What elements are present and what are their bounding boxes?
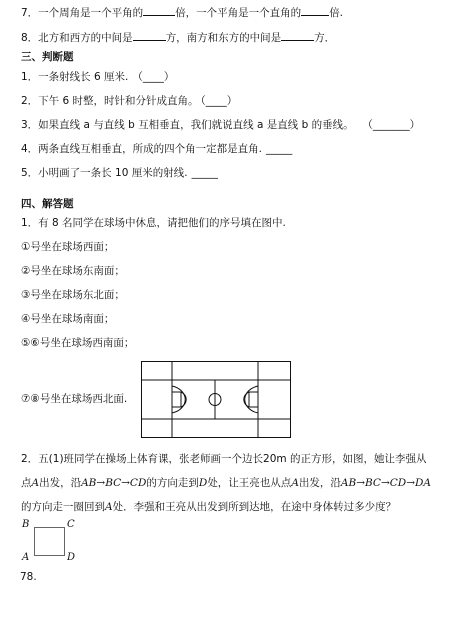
square-shape [34,527,65,556]
left-3pt-arc [172,386,185,413]
judge-item: 2．下午 6 时整，时针和分针成直角。 （____） [21,95,238,107]
question-2-line-2: 点A出发，沿AB→BC→CD的方向走到D处，让王亮也从点A出发，沿AB→BC→CD→DA [21,477,431,489]
answer-blank[interactable]: _____ [191,167,218,179]
question-7: 7．一个周角是一个平角的 倍，一个平角是一个直角的 倍. [21,4,343,20]
answer-blank[interactable]: _____ [266,143,293,155]
answer-blank[interactable] [143,4,175,16]
position-item: ⑦⑧号坐在球场西北面. [21,393,128,405]
section-heading-answer: 四、解答题 [21,198,74,210]
answer-blank[interactable] [301,4,329,16]
judge-item: 4．两条直线互相垂直，所成的四个角一定都是直角. _____ [21,143,293,155]
vertex-label-d: D [67,552,76,563]
question-1-text: 1．有 8 名同学在球场中休息，请把他们的序号填在图中. [21,217,286,229]
question-8: 8．北方和西方的中间是 方，南方和东方的中间是 方． [21,29,335,45]
right-3pt-arc [245,386,258,413]
answer-blank[interactable] [281,29,314,41]
left-key [172,392,181,407]
vertex-label-a: A [22,552,30,563]
judge-item: 5．小明画了一条长 10 厘米的射线. _____ [21,167,218,179]
position-item: ④号坐在球场南面； [21,313,115,325]
question-2-line-3: 的方向走一圈回到A处．李强和王亮从出发到所到达地，在途中身体转过多少度？ [21,501,397,513]
square-figure [20,519,80,565]
vertex-label-c: C [67,519,75,530]
court-outer-frame [142,362,291,438]
position-item: ②号坐在球场东南面； [21,265,125,277]
court-diagram [141,361,291,438]
right-key [249,392,258,407]
answer-blank[interactable]: （____） [132,71,175,83]
answer-blank[interactable]: （____） [200,95,238,107]
answer-blank[interactable] [133,29,166,41]
answer-blank[interactable]: （_______） [367,119,421,131]
judge-item: 1．一条射线长 6 厘米. （____） [21,71,175,83]
judge-item: 3．如果直线 a 与直线 b 互相垂直，我们就说直线 a 是直线 b 的垂线。 （_______） [21,119,421,131]
vertex-label-b: B [22,519,30,530]
position-item: ⑤⑥号坐在球场西南面； [21,337,135,349]
answer-value: 78. [20,571,37,583]
question-2-line-1: 2．五(1)班同学在操场上体育课，张老师画一个边长20m 的正方形，如图，她让李强从 [21,453,427,465]
position-item: ①号坐在球场西面； [21,241,115,253]
section-heading-judge: 三、判断题 [21,51,74,63]
position-item: ③号坐在球场东北面； [21,289,125,301]
